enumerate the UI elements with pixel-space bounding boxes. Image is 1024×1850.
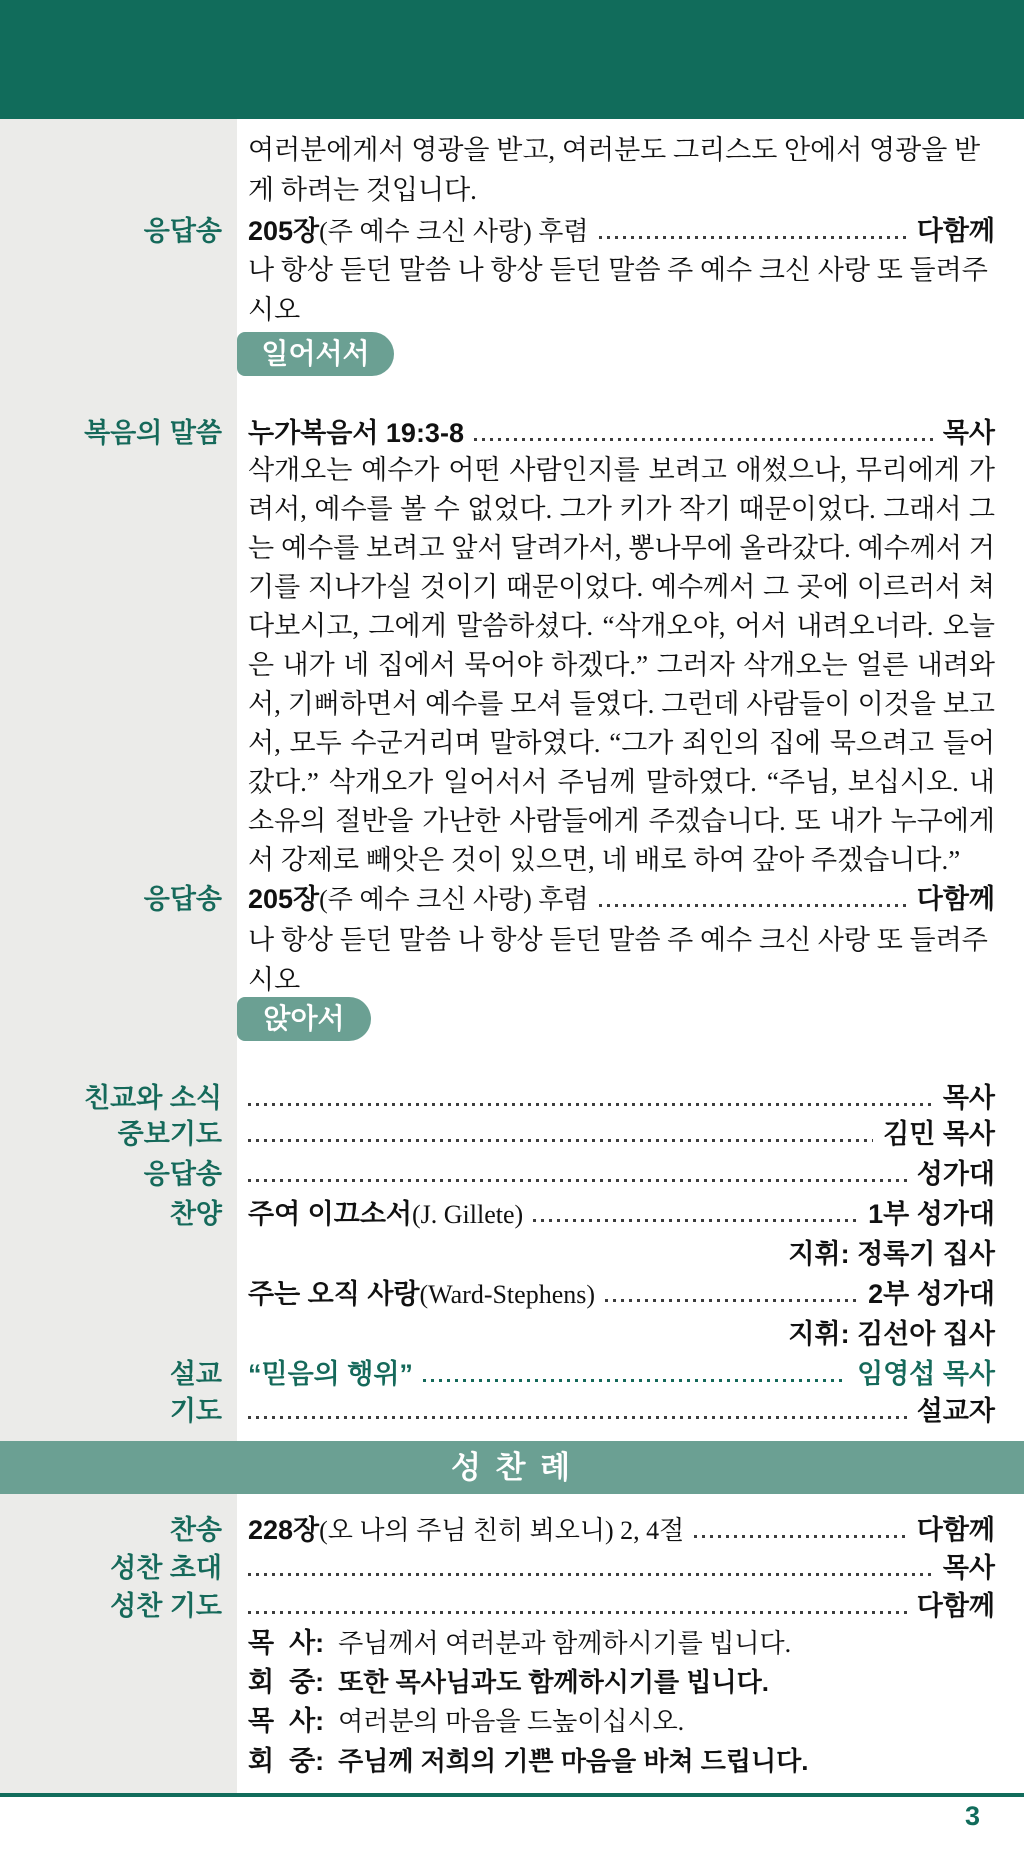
anthem-composer: (Ward-Stephens) xyxy=(419,1280,596,1309)
communion-row xyxy=(0,1509,1024,1549)
dotted-leader xyxy=(474,438,933,441)
anthem-title: 주여 이끄소서 xyxy=(248,1199,412,1229)
order-row xyxy=(0,1313,1024,1353)
speaker-tag: 회 중: xyxy=(248,1667,325,1697)
conductor: 지휘: 김선아 집사 xyxy=(788,1319,995,1349)
dotted-leader xyxy=(605,1299,858,1302)
speaker-tag: 목 사: xyxy=(248,1628,325,1658)
dotted-leader xyxy=(599,236,907,239)
performer: 다함께 xyxy=(916,1591,995,1621)
versicle-text: 또한 목사님과도 함께하시기를 빕니다. xyxy=(338,1667,769,1697)
performer: 성가대 xyxy=(916,1159,995,1189)
row-label: 기도 xyxy=(169,1396,222,1426)
refrain-line: 나 항상 듣던 말씀 나 항상 듣던 말씀 주 예수 크신 사랑 또 들려주시오 xyxy=(248,925,988,995)
dotted-leader xyxy=(248,1416,907,1419)
row-label: 친교와 소식 xyxy=(84,1083,222,1113)
dotted-leader xyxy=(248,1179,907,1182)
conductor: 지휘: 정록기 집사 xyxy=(788,1239,995,1269)
performer: 다함께 xyxy=(916,1515,995,1545)
footer-rule xyxy=(0,1793,1024,1797)
order-row xyxy=(0,1193,1024,1233)
versicle-line xyxy=(248,1662,995,1701)
dotted-leader xyxy=(533,1219,858,1222)
row-label: 찬송 xyxy=(169,1515,222,1545)
performer: 설교자 xyxy=(916,1396,995,1426)
versicle-text: 주님께 저희의 기쁜 마음을 바쳐 드립니다. xyxy=(338,1746,809,1776)
stand-up-badge: 일어서서 xyxy=(237,332,394,376)
response-song-row xyxy=(0,878,1024,918)
performer: 2부 성가대 xyxy=(868,1279,995,1309)
performer: 목사 xyxy=(942,1083,995,1113)
dotted-leader xyxy=(694,1535,907,1538)
row-label: 찬양 xyxy=(169,1199,222,1229)
row-label: 설교 xyxy=(169,1359,222,1389)
sermon-row xyxy=(0,1353,1024,1393)
order-row xyxy=(0,1113,1024,1153)
versicle-line xyxy=(248,1701,995,1740)
anthem-composer: (J. Gillete) xyxy=(412,1200,524,1229)
scripture-text: 삭개오는 예수가 어떤 사람인지를 보려고 애썼으나, 무리에게 가려서, 예수를 볼 수 없었다. 그가 키가 작기 때문이었다. 그래서 그는 예수를 보려고 앞서 달려가서, 뽕나무에 올라갔다. 예수께서 거기를 지나가실 것이기 때문이었다. 예수께서 그 곳에 이르러서 쳐다보시고, 그에게 말씀하셨다. “삭개오야, 어서 내려오너라. 오늘은 내가 네 집에서 묵어야 하겠다.” 그러자 삭개오는 얼른 내려와서, 기뻐하면서 예수를 모셔 들였다. 그런데 사람들이 이것을 보고서, 모두 수군거리며 말하였다. “그가 죄인의 집에 묵으려고 들어갔다.” 삭개오가 일어서서 주님께 말하였다. “주님, 보십시오. 내 소유의 절반을 가난한 사람들에게 주겠습니다. 또 내가 누구에게서 강제로 빼앗은 것이 있으면, 네 배로 하여 갚아 주겠습니다.” xyxy=(248,455,995,875)
versicle-text: 주님께서 여러분과 함께하시기를 빕니다. xyxy=(338,1629,792,1658)
header-band xyxy=(0,0,1024,119)
communion-section-band: 성 찬 례 xyxy=(0,1441,1024,1494)
hymn-title: (주 예수 크신 사랑) 후렴 xyxy=(319,217,589,246)
sermon-title: “믿음의 행위” xyxy=(248,1359,413,1389)
order-row xyxy=(0,1390,1024,1430)
dotted-leader xyxy=(248,1103,933,1106)
hymn-title: (오 나의 주님 친히 뵈오니) 2, 4절 xyxy=(319,1516,685,1545)
speaker-tag: 목 사: xyxy=(248,1706,325,1736)
page-number: 3 xyxy=(964,1801,980,1831)
communion-row xyxy=(0,1585,1024,1625)
hymn-number: 205장 xyxy=(248,216,320,246)
gospel-row xyxy=(0,412,1024,452)
order-row xyxy=(0,1153,1024,1193)
response-song-row xyxy=(0,210,1024,250)
row-label: 성찬 초대 xyxy=(110,1553,222,1583)
performer: 다함께 xyxy=(916,216,995,246)
intro-paragraph: 여러분에게서 영광을 받고, 여러분도 그리스도 안에서 영광을 받게 하려는 것입니다. xyxy=(248,135,981,205)
order-row xyxy=(0,1273,1024,1313)
row-label: 중보기도 xyxy=(117,1119,222,1149)
dotted-leader xyxy=(599,904,907,907)
hymn-number: 205장 xyxy=(248,884,320,914)
refrain-line: 나 항상 듣던 말씀 나 항상 듣던 말씀 주 예수 크신 사랑 또 들려주시오 xyxy=(248,255,988,325)
hymn-title: (주 예수 크신 사랑) 후렴 xyxy=(319,885,589,914)
scripture-reference: 누가복음서 19:3-8 xyxy=(248,418,464,448)
row-label: 응답송 xyxy=(143,1159,222,1189)
dotted-leader xyxy=(423,1379,847,1382)
sit-down-badge: 앉아서 xyxy=(237,997,371,1041)
versicle-line xyxy=(248,1623,995,1662)
performer: 김민 목사 xyxy=(883,1119,995,1149)
row-label: 성찬 기도 xyxy=(110,1591,222,1621)
preacher: 임영섭 목사 xyxy=(857,1359,995,1389)
versicle-line xyxy=(248,1741,995,1780)
order-row xyxy=(0,1077,1024,1117)
versicle-text: 여러분의 마음을 드높이십시오. xyxy=(338,1707,685,1736)
dotted-leader xyxy=(248,1611,907,1614)
dotted-leader xyxy=(248,1139,873,1142)
row-label: 복음의 말씀 xyxy=(84,418,222,448)
performer: 다함께 xyxy=(916,884,995,914)
anthem-title: 주는 오직 사랑 xyxy=(248,1279,420,1309)
reader: 목사 xyxy=(942,418,995,448)
row-label: 응답송 xyxy=(143,884,222,914)
order-row xyxy=(0,1233,1024,1273)
communion-row xyxy=(0,1547,1024,1587)
performer: 목사 xyxy=(942,1553,995,1583)
hymn-number: 228장 xyxy=(248,1515,320,1545)
performer: 1부 성가대 xyxy=(868,1199,995,1229)
dotted-leader xyxy=(248,1573,933,1576)
row-label: 응답송 xyxy=(143,216,222,246)
speaker-tag: 회 중: xyxy=(248,1746,325,1776)
